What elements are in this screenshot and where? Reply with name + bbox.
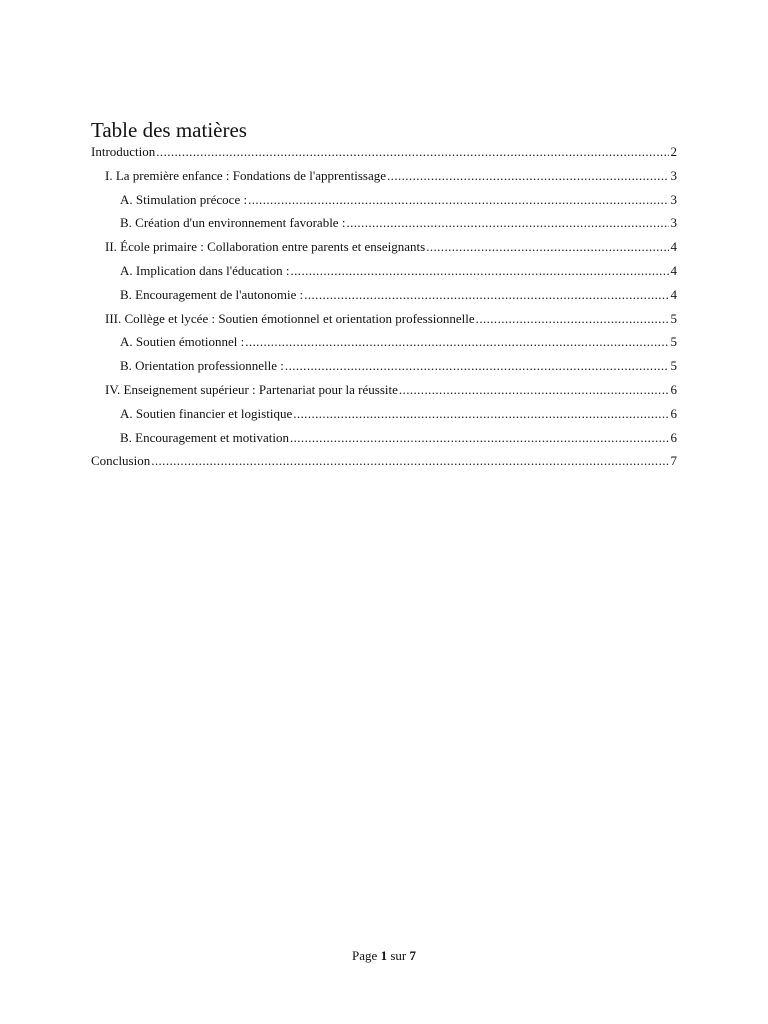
total-page-count: 7 — [409, 948, 416, 963]
toc-dot-leader — [156, 140, 668, 164]
toc-dot-leader — [387, 164, 668, 188]
toc-entry-label: B. Encouragement de l'autonomie : — [120, 286, 304, 302]
toc-entry-label: B. Orientation professionnelle : — [120, 358, 284, 374]
toc-dot-leader — [291, 259, 669, 283]
toc-entry-section-4b[interactable] — [91, 426, 677, 450]
toc-entry-page: 6 — [670, 429, 677, 445]
toc-dot-leader — [293, 402, 668, 426]
toc-entry-label: A. Soutien émotionnel : — [120, 334, 245, 350]
toc-dot-leader — [245, 330, 668, 354]
toc-title: Table des matières — [91, 118, 247, 142]
toc-entry-page: 6 — [670, 405, 677, 421]
toc-dot-leader — [304, 283, 668, 307]
toc-entry-page: 4 — [670, 239, 677, 255]
page-number-separator: sur — [390, 948, 407, 963]
toc-entry-section-3a[interactable] — [91, 330, 677, 354]
toc-entry-section-1[interactable] — [91, 164, 677, 188]
toc-entry-page: 6 — [670, 381, 677, 397]
toc-entry-label: Introduction — [91, 144, 156, 159]
toc-entry-label: Conclusion — [91, 453, 151, 469]
toc-list — [91, 140, 677, 473]
toc-entry-label: B. Création d'un environnement favorable : — [120, 215, 346, 231]
toc-entry-page: 7 — [670, 453, 677, 469]
toc-entry-introduction[interactable] — [91, 140, 677, 164]
current-page-number: 1 — [380, 948, 388, 963]
toc-entry-section-4a[interactable] — [91, 402, 677, 426]
toc-dot-leader — [346, 211, 668, 235]
toc-entry-section-3[interactable] — [91, 307, 677, 331]
toc-dot-leader — [151, 449, 668, 473]
toc-entry-page: 2 — [670, 144, 677, 159]
toc-entry-section-1b[interactable] — [91, 211, 677, 235]
toc-dot-leader — [399, 378, 669, 402]
toc-entry-page: 5 — [670, 310, 677, 326]
toc-entry-label: A. Stimulation précoce : — [120, 191, 248, 207]
toc-dot-leader — [248, 188, 668, 212]
toc-dot-leader — [426, 235, 668, 259]
toc-entry-page: 3 — [670, 191, 677, 207]
toc-entry-label: I. La première enfance : Fondations de l'apprentissage — [105, 167, 387, 183]
toc-entry-page: 3 — [670, 215, 677, 231]
toc-entry-section-2a[interactable] — [91, 259, 677, 283]
toc-dot-leader — [290, 426, 669, 450]
toc-entry-section-4[interactable] — [91, 378, 677, 402]
toc-entry-page: 4 — [670, 286, 677, 302]
toc-entry-page: 3 — [670, 167, 677, 183]
toc-entry-page: 5 — [670, 358, 677, 374]
page-number-prefix: Page — [352, 948, 378, 963]
toc-entry-page: 4 — [670, 262, 677, 278]
toc-entry-section-3b[interactable] — [91, 354, 677, 378]
page-footer — [0, 947, 768, 965]
toc-entry-page: 5 — [670, 334, 677, 350]
toc-entry-section-2b[interactable] — [91, 283, 677, 307]
toc-entry-label: B. Encouragement et motivation — [120, 429, 289, 445]
toc-dot-leader — [476, 307, 669, 331]
toc-entry-label: A. Soutien financier et logistique — [120, 405, 293, 421]
toc-entry-section-1a[interactable] — [91, 188, 677, 212]
toc-entry-label: II. École primaire : Collaboration entre parents et enseignants — [105, 239, 426, 255]
toc-entry-label: III. Collège et lycée : Soutien émotionnel et orientation professionnelle — [105, 310, 475, 326]
toc-entry-label: IV. Enseignement supérieur : Partenariat pour la réussite — [105, 381, 398, 397]
toc-dot-leader — [285, 354, 669, 378]
toc-entry-label: A. Implication dans l'éducation : — [120, 262, 290, 278]
toc-entry-section-2[interactable] — [91, 235, 677, 259]
toc-entry-conclusion[interactable] — [91, 449, 677, 473]
